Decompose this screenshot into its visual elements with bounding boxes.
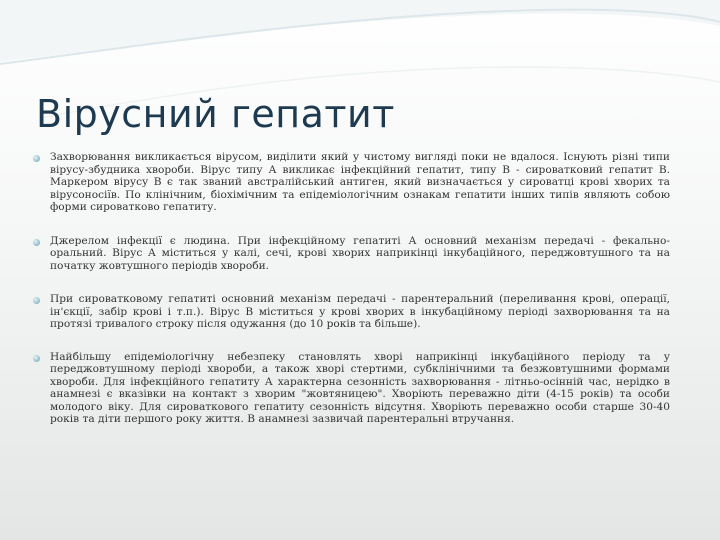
bullet-list: [30, 151, 670, 446]
bullet-item: [30, 235, 670, 273]
bullet-dot-icon: [33, 239, 40, 246]
bullet-text: Захворювання викликається вірусом, виділити який у чистому вигляді поки не вдалося. Існують різні типи вірусу-збудника хвороби. Вірус типу А викликає інфекційний гепатит, типу В - сироватковий гепатит В. Маркером вірусу В є так званий австралійський антиген, який визначається у сироватці крові хворих та вірусоносіїв. По клінічним, біохімічним та епідеміологічним ознакам гепатити інших типів являють собою форми сироватково гепатиту.: [50, 151, 670, 213]
bullet-item: [30, 293, 670, 331]
bullet-item: [30, 351, 670, 426]
bullet-text: Найбільшу епідеміологічну небезпеку становлять хворі наприкінці інкубаційного періоду та у переджовтушному періоді хвороби, а також хворі стертими, субклінічними та безжовтушними формами хвороби. Для інфекційного гепатиту А характерна сезонність захворювання - літньо-осінній час, нерідко в анамнезі є вказівки на контакт з хворим "жовтяницею". Хворіють переважно діти (4-15 років) та особи молодого віку. Для сироваткового гепатиту сезонність відсутня. Хворіють переважно особи старше 30-40 років та діти першого року життя. В анамнезі зазвичай парентеральні втручання.: [50, 350, 670, 425]
bullet-text: Джерелом інфекції є людина. При інфекційному гепатиті А основний механізм передачі - фекально-оральний. Вірус А міститься у калі, сечі, крові хворих наприкінці інкубаційного, переджовтушного та на початку жовтушного періодів хвороби.: [50, 234, 670, 272]
decorative-swoosh: [0, 0, 720, 160]
bullet-dot-icon: [33, 297, 40, 304]
bullet-dot-icon: [33, 355, 40, 362]
bullet-text: При сироватковому гепатиті основний механізм передачі - парентеральний (переливання крові, операції, ін'єкції, забір крові і т.п.). Вірус В міститься у крові хворих в інкубаційному періоді захворювання та на протязі тривалого строку після одужання (до 10 років та більше).: [50, 293, 670, 330]
bullet-item: [30, 151, 670, 214]
slide-title: Вірусний гепатит: [36, 92, 395, 136]
bullet-dot-icon: [33, 155, 40, 162]
